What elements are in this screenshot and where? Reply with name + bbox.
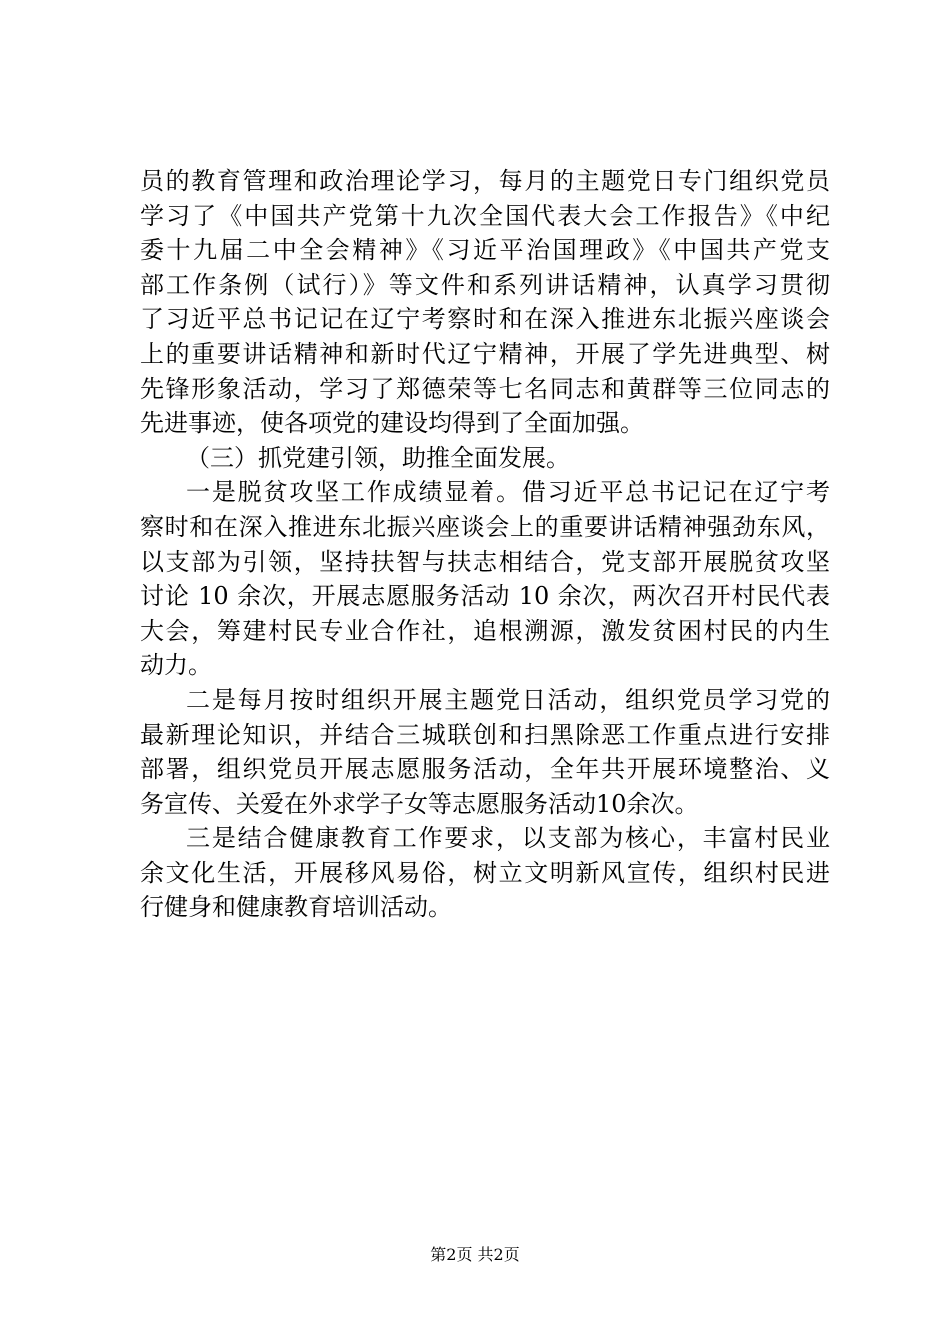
body-line: 学习了《中国共产党第十九次全国代表大会工作报告》《中纪 [140, 201, 830, 230]
body-line: 动力。 [140, 651, 212, 680]
body-line: 余文化生活，开展移风易俗，树立文明新风宣传，组织村民进 [140, 858, 830, 887]
body-line: 了习近平总书记记在辽宁考察时和在深入推进东北振兴座谈会 [140, 305, 830, 334]
body-line: 以支部为引领，坚持扶智与扶志相结合，党支部开展脱贫攻坚 [140, 547, 830, 576]
body-line: 讨论 10 余次，开展志愿服务活动 10 余次，两次召开村民代表 [140, 582, 830, 611]
page-footer [0, 1245, 950, 1265]
body-line: 先进事迹，使各项党的建设均得到了全面加强。 [140, 409, 644, 438]
body-line: 部工作条例（试行）》等文件和系列讲话精神，认真学习贯彻 [140, 270, 830, 299]
body-line: 委十九届二中全会精神》《习近平治国理政》《中国共产党支 [140, 236, 830, 265]
body-line: 最新理论知识，并结合三城联创和扫黑除恶工作重点进行安排 [140, 720, 830, 749]
body-line: 三是结合健康教育工作要求，以支部为核心，丰富村民业 [186, 824, 830, 853]
body-line: 察时和在深入推进东北振兴座谈会上的重要讲话精神强劲东风， [140, 512, 830, 541]
body-line: 先锋形象活动，学习了郑德荣等七名同志和黄群等三位同志的 [140, 374, 830, 403]
body-line: 部署，组织党员开展志愿服务活动，全年共开展环境整治、义 [140, 755, 830, 784]
section-heading: （三）抓党建引领，助推全面发展。 [186, 443, 570, 472]
body-line: 行健身和健康教育培训活动。 [140, 893, 452, 922]
body-line: 大会，筹建村民专业合作社，追根溯源，激发贫困村民的内生 [140, 616, 830, 645]
body-line: 二是每月按时组织开展主题党日活动，组织党员学习党的 [186, 685, 830, 714]
body-line: 员的教育管理和政治理论学习，每月的主题党日专门组织党员 [140, 167, 830, 195]
document-body [140, 164, 830, 925]
page-number: 第2页 共2页 [430, 1245, 520, 1264]
body-line: 一是脱贫攻坚工作成绩显着。借习近平总书记记在辽宁考 [186, 478, 830, 507]
body-line: 务宣传、关爱在外求学子女等志愿服务活动10余次。 [140, 789, 699, 818]
body-line: 上的重要讲话精神和新时代辽宁精神，开展了学先进典型、树 [140, 339, 830, 368]
